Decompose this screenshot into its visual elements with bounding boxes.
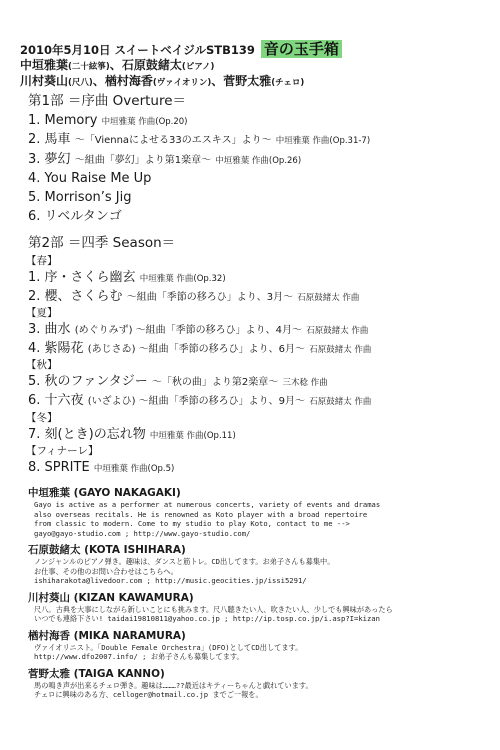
item-number: 6. xyxy=(28,393,41,409)
bio-name: 石原鼓緒太 (KOTA ISHIHARA) xyxy=(28,544,186,556)
bio-entry xyxy=(28,630,493,662)
item-title: 曲水 xyxy=(44,321,71,337)
item-composer: 石原鼓緒太 作曲 xyxy=(309,345,372,356)
date-venue: 2010年5月10日 スイートベイジルSTB139 xyxy=(20,43,255,57)
item-subtitle: ～組曲「季節の移ろひ」より、3月～ xyxy=(126,291,294,303)
item-composer: 中垣雅葉 作曲(Op.20) xyxy=(101,117,188,128)
item-number: 8. xyxy=(28,459,41,475)
performers-line-2 xyxy=(20,72,304,89)
program-item xyxy=(28,150,493,169)
performer-instrument: (二十絃箏) xyxy=(68,62,110,72)
program-item xyxy=(28,339,493,358)
performer-name: 菅野太雅 xyxy=(223,74,272,88)
item-title: 序・さくら幽玄 xyxy=(44,269,136,285)
item-number: 4. xyxy=(28,341,41,357)
bio-text: 尺八。古典を大事にしながら新しいことにも挑みます。尺八聴きたい人、吹きたい人、少しでも興味があったら いつでも連絡下さい! taidai19810811@yahoo.co.jp ; http://ip.tosp.co.jp/i.asp?I=kizan xyxy=(34,604,393,623)
item-title: 紫陽花 xyxy=(44,341,84,357)
item-title: リベルタンゴ xyxy=(44,209,122,225)
item-number: 3. xyxy=(28,151,41,167)
performers-line-1 xyxy=(20,56,214,73)
bio-entry xyxy=(28,668,493,700)
item-number: 1. xyxy=(28,269,41,285)
separator: 、 xyxy=(109,58,122,72)
section-heading: 第2部 ＝四季 Season＝ xyxy=(28,235,176,252)
concert-title: 音の玉手箱 xyxy=(261,40,342,58)
item-subtitle: ～組曲「夢幻」より第1楽章～ xyxy=(74,154,212,166)
bio-entry xyxy=(28,544,493,586)
performer-name: 石原鼓緒太 xyxy=(121,58,182,72)
performer-name: 楢村海香 xyxy=(104,74,153,88)
performer-name: 川村葵山 xyxy=(20,74,69,88)
item-title: 櫻、さくらむ xyxy=(44,288,123,304)
program-item xyxy=(28,372,493,391)
program-list xyxy=(28,92,493,477)
item-composer: 三木稔 作曲 xyxy=(282,378,328,389)
separator: 、 xyxy=(211,74,224,88)
bio-text: Gayo is active as a performer at numerous concerts, variety of events and dramas also overseas recitals. He is renowned as Koto player with a broad repertoire from classic to modern. Come to my studio to play Koto, contact to me --> gayo@gayo-studio.com ; http://www.gayo-studio.com/ xyxy=(34,500,381,538)
bio-entry xyxy=(28,487,493,538)
program-item xyxy=(28,169,493,188)
performer-instrument: (尺八) xyxy=(68,78,93,88)
item-number: 5. xyxy=(28,189,41,205)
season-label: 【秋】 xyxy=(26,359,58,372)
program-item xyxy=(28,391,493,410)
item-composer: 中垣雅葉 作曲(Op.31-7) xyxy=(275,136,371,147)
bio-name: 楢村海香 (MIKA NARAMURA) xyxy=(28,629,186,642)
bio-text: ヴァイオリニスト。「Double Female Orchestra」(DFO)としてCD出してます。 http://www.dfo2007.info/ ; お弟子さんも募集してます。 xyxy=(34,642,303,661)
program-item xyxy=(28,207,493,226)
section-heading: 第1部 ＝序曲 Overture＝ xyxy=(28,93,187,109)
separator: 、 xyxy=(92,74,105,88)
item-title: 秋のファンタジー xyxy=(44,374,148,390)
item-subtitle: ～「秋の曲」より第2楽章～ xyxy=(151,377,279,389)
program-item xyxy=(28,287,493,306)
item-composer: 石原鼓緒太 作曲 xyxy=(306,325,369,336)
item-number: 1. xyxy=(28,113,41,129)
season-label: 【フィナーレ】 xyxy=(26,444,99,457)
item-composer: 中垣雅葉 作曲(Op.5) xyxy=(93,463,175,474)
bio-text: ノンジャンルのピアノ弾き。趣味は、ダンスと筋トレ。CD出してます。お弟子さんも募集中。 お仕事、その他のお問い合わせはこちらへ。 ishiharakota@livedoor.com ; http://music.geocities.jp/issi5291/ xyxy=(34,557,335,585)
bio-name: 菅野太雅 (TAIGA KANNO) xyxy=(28,667,165,680)
item-composer: 中垣雅葉 作曲(Op.32) xyxy=(139,273,226,284)
item-number: 5. xyxy=(28,374,41,390)
program-item xyxy=(28,268,493,287)
item-subtitle: ～「Viennaによせる33のエスキス」より～ xyxy=(74,135,272,147)
season-label: 【夏】 xyxy=(26,306,58,319)
item-subtitle: (あじさゐ) ～組曲「季節の移ろひ」より、6月～ xyxy=(87,344,306,356)
program-item xyxy=(28,130,493,149)
item-number: 6. xyxy=(28,209,41,225)
program-item xyxy=(28,111,493,130)
item-composer: 石原鼓緒太 作曲 xyxy=(309,397,372,408)
program-item xyxy=(28,320,493,339)
item-title: 刻(とき)の忘れ物 xyxy=(44,426,146,442)
item-composer: 中垣雅葉 作曲(Op.26) xyxy=(215,155,302,166)
performer-instrument: (ピアノ) xyxy=(181,62,215,72)
item-number: 2. xyxy=(28,132,41,148)
item-composer: 石原鼓緒太 作曲 xyxy=(297,292,360,303)
item-title: 夢幻 xyxy=(44,151,71,167)
item-title: 十六夜 xyxy=(44,393,84,409)
program-item xyxy=(28,458,493,477)
program-item xyxy=(28,425,493,444)
item-title: 馬車 xyxy=(44,132,71,148)
performer-name: 中垣雅葉 xyxy=(20,58,69,72)
item-number: 2. xyxy=(28,288,41,304)
bio-text: 馬の鳴き声が出来るチェロ弾き。趣味は………??最近はキティーちゃんと戯れています。 チェロに興味のある方、celloger@hotmail.co.jp までご一報を。 xyxy=(34,680,313,699)
item-composer: 中垣雅葉 作曲(Op.11) xyxy=(149,430,236,441)
performer-instrument: (ヴァイオリン) xyxy=(152,78,212,88)
bio-entry xyxy=(28,592,493,624)
item-subtitle: (いざよひ) ～組曲「季節の移ろひ」より、9月～ xyxy=(87,396,306,408)
item-number: 3. xyxy=(28,321,41,337)
season-label: 【冬】 xyxy=(26,411,58,424)
performer-instrument: (チェロ) xyxy=(271,78,305,88)
season-label: 【春】 xyxy=(26,254,58,267)
item-number: 4. xyxy=(28,170,41,186)
item-title: SPRITE xyxy=(44,459,90,475)
performer-bios xyxy=(28,487,493,706)
item-subtitle: (めぐりみず) ～組曲「季節の移ろひ」より、4月～ xyxy=(74,324,303,336)
program-item xyxy=(28,188,493,207)
bio-name: 川村葵山 (KIZAN KAWAMURA) xyxy=(28,591,194,604)
item-title: Memory xyxy=(44,113,98,129)
item-title: Morrison’s Jig xyxy=(44,189,132,205)
bio-name: 中垣雅葉 (GAYO NAKAGAKI) xyxy=(28,487,181,499)
item-title: You Raise Me Up xyxy=(44,170,152,186)
section-gap xyxy=(28,226,493,234)
item-number: 7. xyxy=(28,426,41,442)
